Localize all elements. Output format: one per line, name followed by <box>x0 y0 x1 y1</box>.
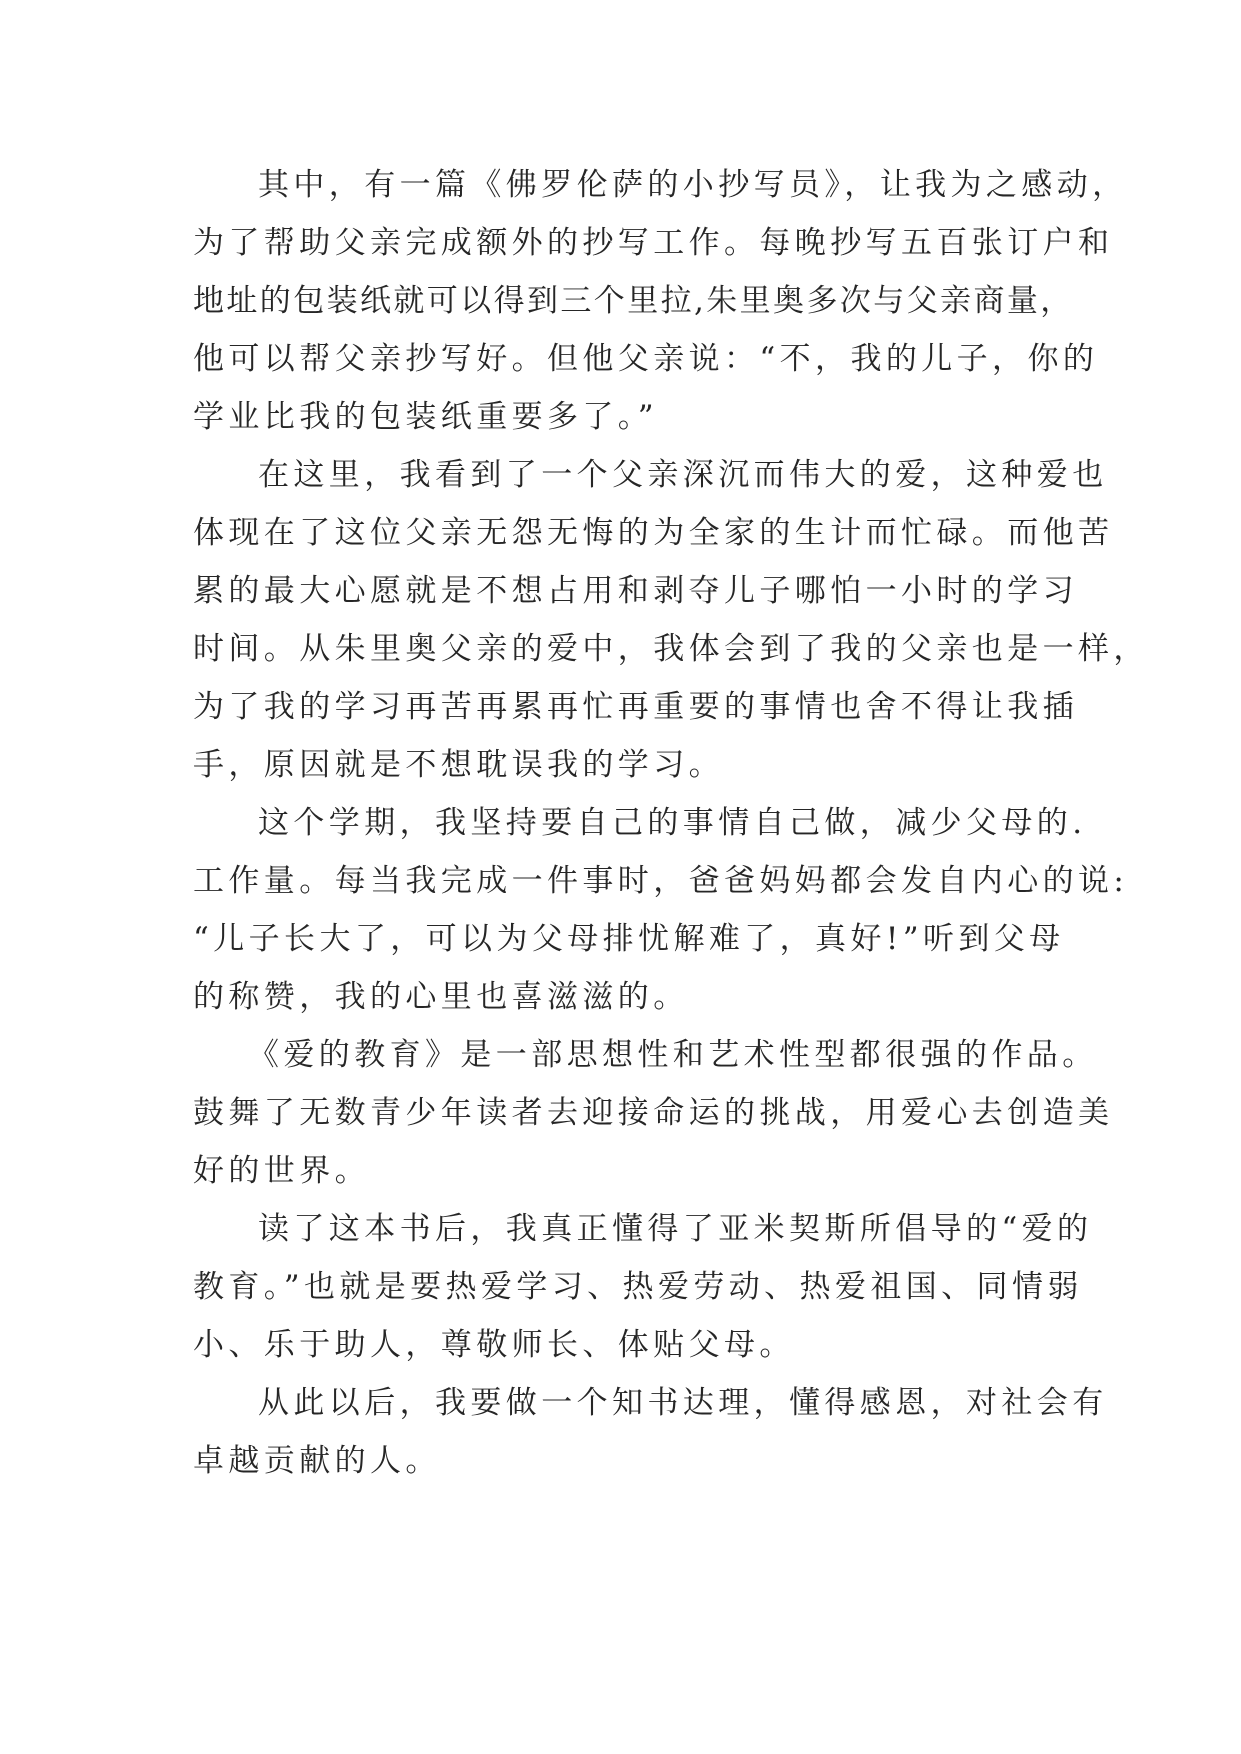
text-line: “儿子长大了，可以为父母排忧解难了，真好!”听到父母 <box>193 921 1065 957</box>
text-line: 其中，有一篇《佛罗伦萨的小抄写员》，让我为之感动， <box>258 167 1128 203</box>
text-line: 从此以后，我要做一个知书达理，懂得感恩，对社会有 <box>258 1385 1108 1421</box>
text-line: 鼓舞了无数青少年读者去迎接命运的挑战，用爱心去创造美 <box>193 1095 1114 1131</box>
text-line: 地址的包装纸就可以得到三个里拉,朱里奥多次与父亲商量， <box>193 283 1074 319</box>
text-line: 学业比我的包装纸重要多了。” <box>193 399 658 435</box>
text-line: 为了我的学习再苦再累再忙再重要的事情也舍不得让我插 <box>193 689 1078 725</box>
text-line: 手，原因就是不想耽误我的学习。 <box>193 747 724 783</box>
text-line: 的称赞，我的心里也喜滋滋的。 <box>193 979 689 1015</box>
text-line: 体现在了这位父亲无怨无悔的为全家的生计而忙碌。而他苦 <box>193 515 1114 551</box>
text-line: 这个学期，我坚持要自己的事情自己做，减少父母的. <box>258 805 1087 841</box>
text-line: 工作量。每当我完成一件事时，爸爸妈妈都会发自内心的说: <box>193 863 1129 899</box>
text-line: 为了帮助父亲完成额外的抄写工作。每晚抄写五百张订户和 <box>193 225 1114 261</box>
text-line: 读了这本书后，我真正懂得了亚米契斯所倡导的“爱的 <box>258 1211 1093 1247</box>
text-line: 小、乐于助人，尊敬师长、体贴父母。 <box>193 1327 795 1363</box>
text-line: 《爱的教育》是一部思想性和艺术性型都很强的作品。 <box>248 1037 1098 1073</box>
text-line: 时间。从朱里奥父亲的爱中，我体会到了我的父亲也是一样， <box>193 631 1149 667</box>
text-line: 在这里，我看到了一个父亲深沉而伟大的爱，这种爱也 <box>258 457 1108 493</box>
text-line: 他可以帮父亲抄写好。但他父亲说：“不，我的儿子，你的 <box>193 341 1099 377</box>
text-line: 教育。”也就是要热爱学习、热爱劳动、热爱祖国、同情弱 <box>193 1269 1083 1305</box>
text-line: 好的世界。 <box>193 1153 370 1189</box>
text-line: 卓越贡献的人。 <box>193 1443 441 1479</box>
text-line: 累的最大心愿就是不想占用和剥夺儿子哪怕一小时的学习 <box>193 573 1078 609</box>
